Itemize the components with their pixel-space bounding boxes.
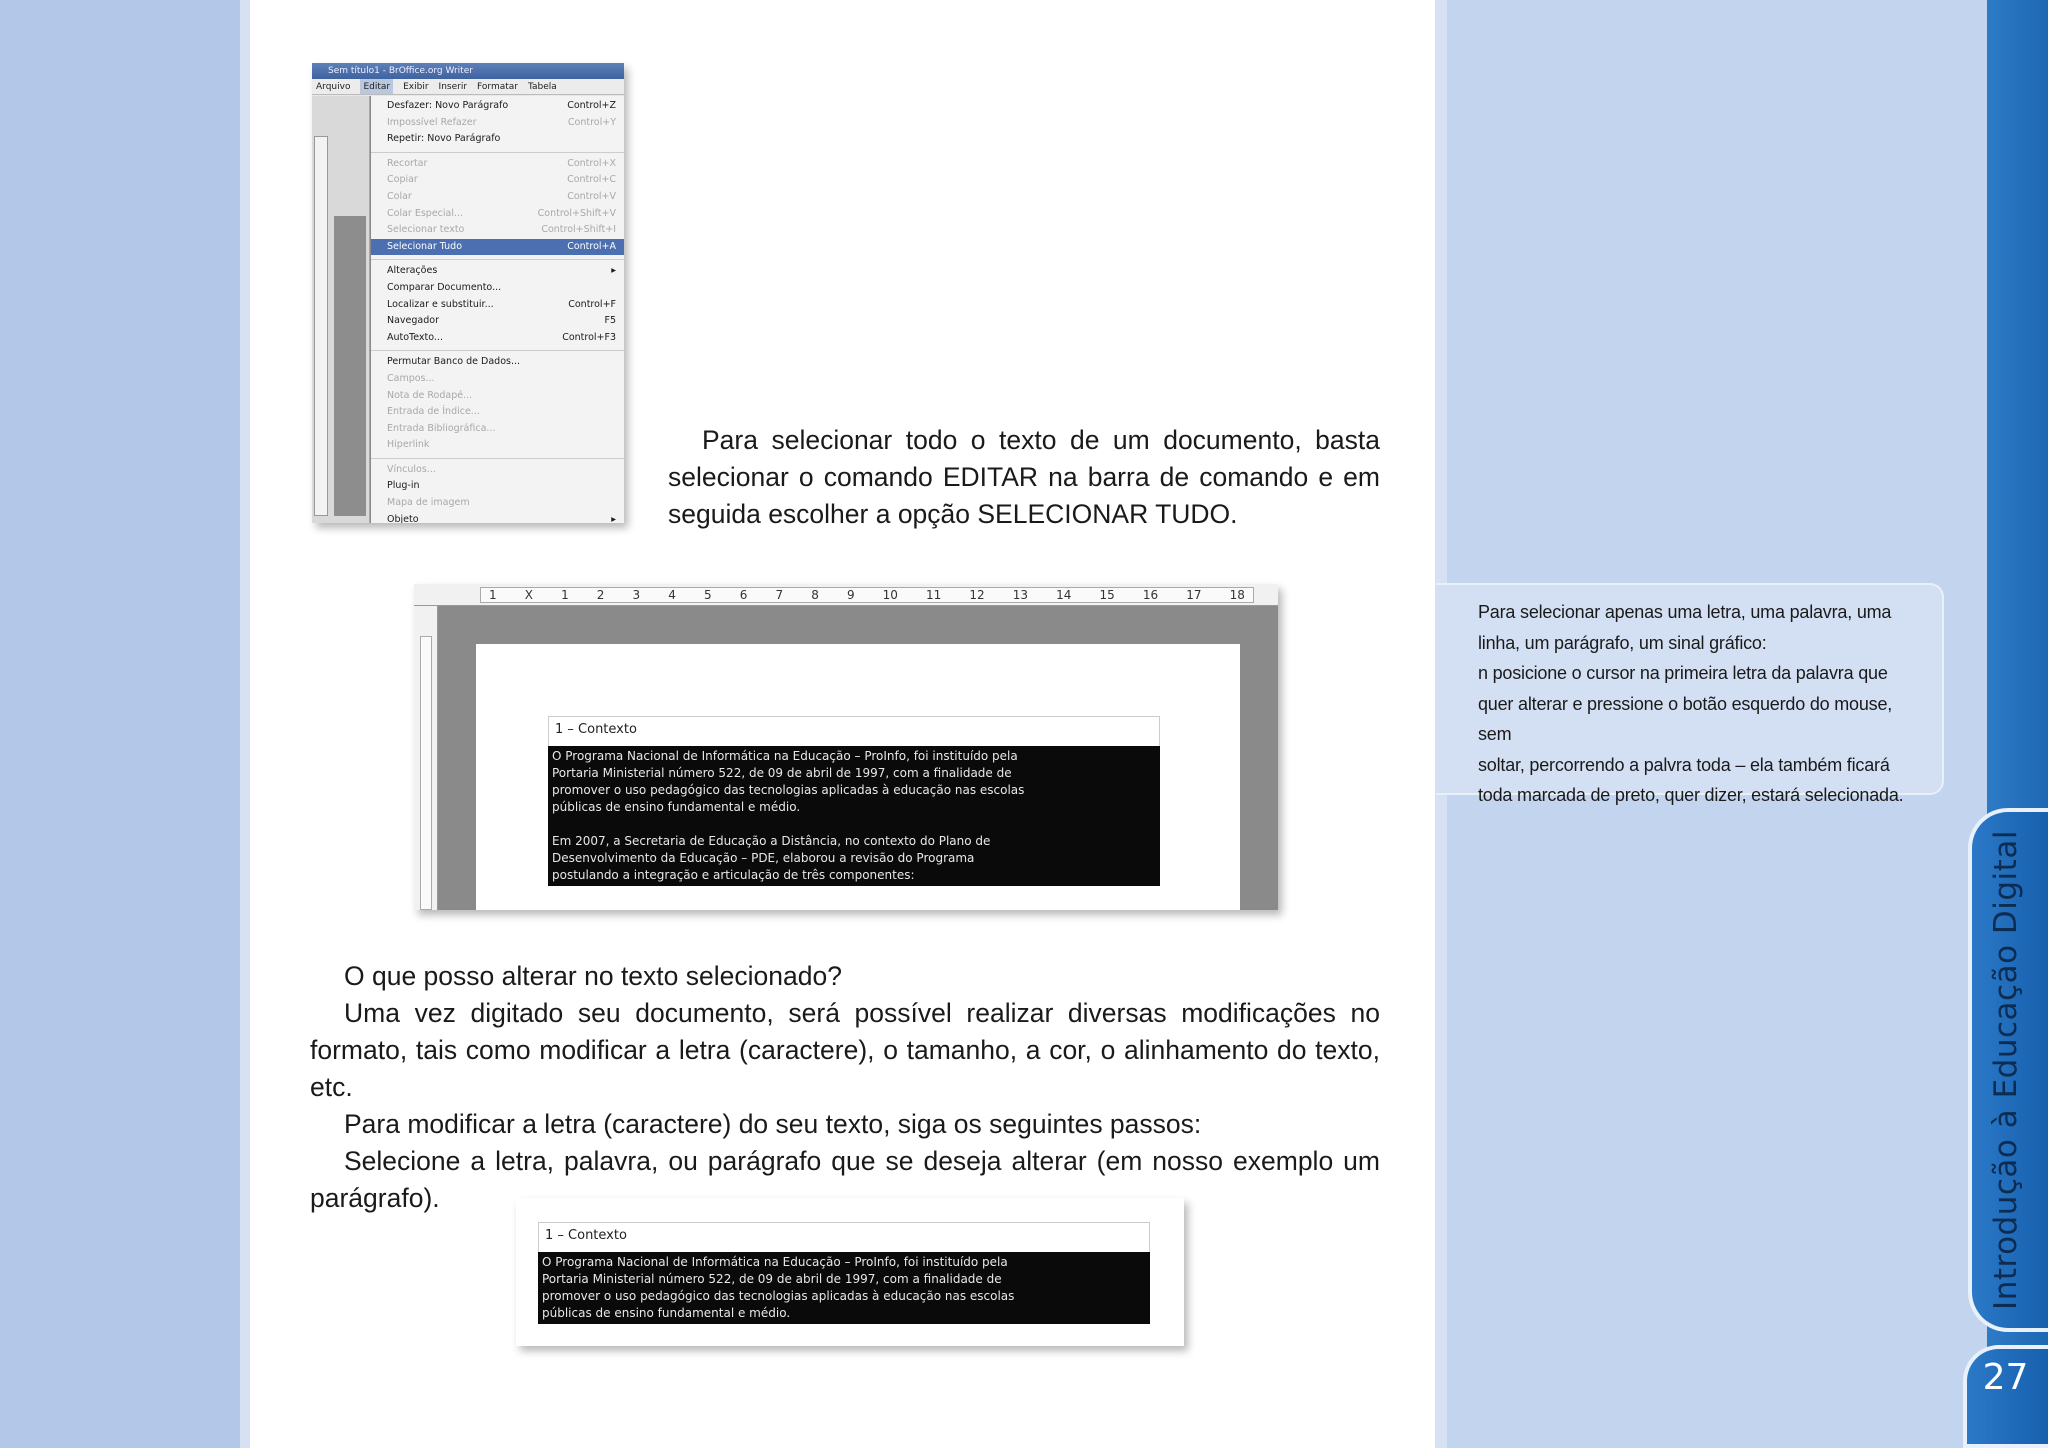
menu-item[interactable]	[371, 330, 624, 347]
menu-item-label: Objeto	[387, 513, 419, 523]
menu-item-shortcut: Control+Y	[567, 116, 616, 128]
ruler-mark: X	[524, 588, 533, 602]
selected-paragraph-screenshot	[516, 1198, 1184, 1346]
note-line: n posicione o cursor na primeira letra da palavra que	[1478, 663, 1888, 683]
menu-item-label: Repetir: Novo Parágrafo	[387, 133, 501, 145]
vertical-ruler-track	[420, 636, 432, 910]
menu-item[interactable]	[371, 263, 624, 280]
edit-menu-screenshot	[312, 63, 624, 523]
menu-item-label: AutoTexto...	[387, 331, 443, 343]
menu-item[interactable]	[371, 297, 624, 314]
menu-exibir[interactable]: Exibir	[403, 82, 429, 92]
menu-item[interactable]	[371, 354, 624, 371]
ruler-mark: 17	[1186, 588, 1202, 602]
window-title: Sem título1 - BrOffice.org Writer	[312, 63, 624, 79]
menu-item[interactable]	[371, 131, 624, 148]
ruler-mark: 3	[632, 588, 641, 602]
note-line: quer alterar e pressione o botão esquerdo do mouse, sem	[1478, 693, 1893, 744]
menu-item[interactable]	[371, 189, 624, 206]
menu-item-shortcut: Control+F3	[562, 331, 616, 343]
ruler-mark: 14	[1056, 588, 1072, 602]
menu-item[interactable]	[371, 280, 624, 297]
book-title: Introdução à Educação Digital	[1988, 830, 2024, 1310]
menu-item[interactable]	[371, 98, 624, 115]
body-text-block	[310, 958, 1380, 1217]
menu-item-label: Colar	[387, 190, 412, 202]
menu-tabela[interactable]: Tabela	[527, 82, 557, 92]
selected-line: O Programa Nacional de Informática na Educação – ProInfo, foi instituído pela	[552, 749, 1018, 763]
writer-document-screenshot	[414, 584, 1278, 910]
menu-inserir[interactable]: Inserir	[438, 82, 468, 92]
left-margin-stripe	[240, 0, 250, 1448]
vertical-ruler	[414, 606, 438, 910]
ruler-mark: 1	[489, 588, 497, 602]
menu-item-label: Impossível Refazer	[387, 116, 477, 128]
menu-item-shortcut: Control+F	[568, 298, 616, 310]
ruler-mark: 5	[704, 588, 712, 602]
page-number: 27	[1982, 1357, 2029, 1398]
menu-arquivo[interactable]: Arquivo	[316, 82, 351, 92]
selected-line: públicas de ensino fundamental e médio.	[552, 800, 801, 814]
document-background	[334, 216, 366, 516]
ruler-mark: 1	[561, 588, 569, 602]
menu-item[interactable]	[371, 462, 624, 479]
selected-line: Desenvolvimento da Educação – PDE, elaborou a revisão do Programa	[552, 851, 975, 865]
menu-item-shortcut: Control+Z	[567, 100, 616, 111]
ruler-mark: 16	[1142, 588, 1159, 602]
intro-paragraph: Para selecionar todo o texto de um documento, basta selecionar o comando EDITAR na barra de comando e em seguida escolher a opção SELECIONAR TUDO.	[668, 425, 1380, 529]
menu-item-label: Copiar	[387, 174, 418, 186]
menu-item-selecionar-tudo[interactable]	[371, 239, 624, 256]
body-paragraph: O que posso alterar no texto selecionado?	[344, 961, 842, 991]
ruler-mark: 6	[739, 588, 748, 602]
ruler-mark: 13	[1012, 588, 1029, 602]
note-line: toda marcada de preto, quer dizer, estará selecionada.	[1478, 785, 1904, 805]
edit-menu-dropdown	[370, 96, 624, 523]
menu-item[interactable]	[371, 478, 624, 495]
selected-line: promover o uso pedagógico das tecnologias aplicadas à educação nas escolas	[552, 783, 1025, 797]
menu-item[interactable]	[371, 495, 624, 512]
menu-item-shortcut: ▸	[611, 265, 616, 277]
intro-paragraph-block	[668, 422, 1380, 533]
menu-item-label: Selecionar texto	[387, 224, 465, 236]
menu-item-shortcut: F5	[604, 315, 616, 327]
body-paragraph: Selecione a letra, palavra, ou parágrafo que se deseja alterar (em nosso exemplo um parágrafo).	[310, 1146, 1380, 1213]
note-line: soltar, percorrendo a palvra toda – ela também ficará	[1478, 754, 1890, 775]
horizontal-ruler	[414, 584, 1278, 606]
menu-item-label: Colar Especial...	[387, 207, 464, 219]
menu-item[interactable]	[371, 222, 624, 239]
left-margin-band	[0, 0, 240, 1448]
ruler-mark: 11	[926, 588, 942, 602]
ruler-mark: 2	[596, 588, 605, 602]
menu-item-label: Hiperlink	[387, 439, 430, 451]
menu-item[interactable]	[371, 437, 624, 454]
menu-item-shortcut: ▸	[611, 513, 616, 523]
ruler-ticks	[480, 587, 1254, 603]
menu-item-shortcut: Control+X	[567, 157, 616, 169]
menu-separator	[371, 346, 624, 351]
selected-line: promover o uso pedagógico das tecnologias aplicadas à educação nas escolas	[542, 1289, 1015, 1303]
ruler-mark: 9	[846, 588, 855, 602]
menu-item-shortcut: Control+C	[567, 174, 616, 186]
note-line: Para selecionar apenas uma letra, uma palavra, uma	[1478, 602, 1892, 622]
menu-bar	[312, 79, 624, 95]
menu-item-label: Selecionar Tudo	[387, 240, 463, 252]
menu-item[interactable]	[371, 421, 624, 438]
menu-separator	[371, 255, 624, 260]
menu-item[interactable]	[371, 156, 624, 173]
selected-line: Portaria Ministerial número 522, de 09 de abril de 1997, com a finalidade de	[542, 1272, 1002, 1286]
menu-formatar[interactable]: Formatar	[477, 82, 518, 92]
menu-item[interactable]	[371, 512, 624, 523]
menu-item-label: Vínculos...	[387, 463, 436, 475]
ruler-mark: 8	[811, 588, 819, 602]
sidebar-note	[1436, 583, 1944, 805]
menu-item[interactable]	[371, 313, 624, 330]
document-heading: 1 – Contexto	[548, 716, 1160, 746]
selected-line: O Programa Nacional de Informática na Educação – ProInfo, foi instituído pela	[542, 1255, 1008, 1269]
menu-item-label: Permutar Banco de Dados...	[387, 356, 521, 368]
selected-line: públicas de ensino fundamental e médio.	[542, 1306, 791, 1320]
menu-item-shortcut: Control+Shift+I	[541, 224, 616, 236]
vertical-ruler	[314, 136, 328, 516]
toolbar-area	[312, 96, 370, 523]
menu-item-label: Recortar	[387, 157, 428, 169]
menu-item-label: Plug-in	[387, 480, 420, 492]
menu-item[interactable]	[371, 206, 624, 223]
menu-item-label: Comparar Documento...	[387, 281, 502, 293]
document-heading: 1 – Contexto	[538, 1222, 1150, 1252]
menu-item[interactable]	[371, 115, 624, 132]
ruler-mark: 10	[882, 588, 898, 602]
menu-item-shortcut: Control+V	[567, 190, 616, 202]
paragraph-gap	[552, 816, 1156, 833]
ruler-mark: 4	[668, 588, 676, 602]
menu-separator	[371, 148, 624, 153]
ruler-mark: 18	[1229, 588, 1245, 602]
ruler-mark: 15	[1099, 588, 1115, 602]
selected-text-block	[548, 716, 1160, 886]
selected-line: postulando a integração e articulação de três componentes:	[552, 868, 915, 882]
selected-line: Em 2007, a Secretaria de Educação a Distância, no contexto do Plano de	[552, 834, 991, 848]
note-line: linha, um parágrafo, um sinal gráfico:	[1478, 632, 1767, 653]
ruler-mark: 12	[969, 588, 985, 602]
menu-item-label: Mapa de imagem	[387, 497, 470, 509]
ruler-mark: 7	[775, 588, 784, 602]
menu-item-shortcut: Control+Shift+V	[537, 207, 616, 219]
menu-item-shortcut: Control+A	[567, 240, 616, 252]
menu-item-label: Navegador	[387, 315, 439, 327]
menu-separator	[371, 454, 624, 459]
selected-line: Portaria Ministerial número 522, de 09 de abril de 1997, com a finalidade de	[552, 766, 1012, 780]
menu-item-label: Entrada de Índice...	[387, 406, 480, 418]
document-page	[476, 644, 1240, 910]
menu-item-label: Desfazer: Novo Parágrafo	[387, 100, 509, 111]
menu-item-label: Localizar e substituir...	[387, 298, 494, 310]
menu-item-label: Entrada Bibliográfica...	[387, 422, 496, 434]
menu-item-label: Alterações	[387, 265, 438, 277]
body-paragraph: Uma vez digitado seu documento, será possível realizar diversas modificações no formato, tais como modificar a letra (caractere), o tamanho, a cor, o alinhamento do texto, etc.	[310, 998, 1380, 1102]
menu-editar[interactable]: Editar	[360, 79, 393, 94]
menu-item-label: Campos...	[387, 372, 435, 384]
snippet-text-block	[538, 1222, 1150, 1324]
selected-text[interactable]	[538, 1252, 1150, 1324]
menu-item[interactable]	[371, 371, 624, 388]
menu-item[interactable]	[371, 404, 624, 421]
menu-item[interactable]	[371, 388, 624, 405]
selected-text[interactable]	[548, 746, 1160, 886]
menu-item-label: Nota de Rodapé...	[387, 389, 473, 401]
body-paragraph: Para modificar a letra (caractere) do seu texto, siga os seguintes passos:	[344, 1109, 1202, 1139]
menu-item[interactable]	[371, 172, 624, 189]
